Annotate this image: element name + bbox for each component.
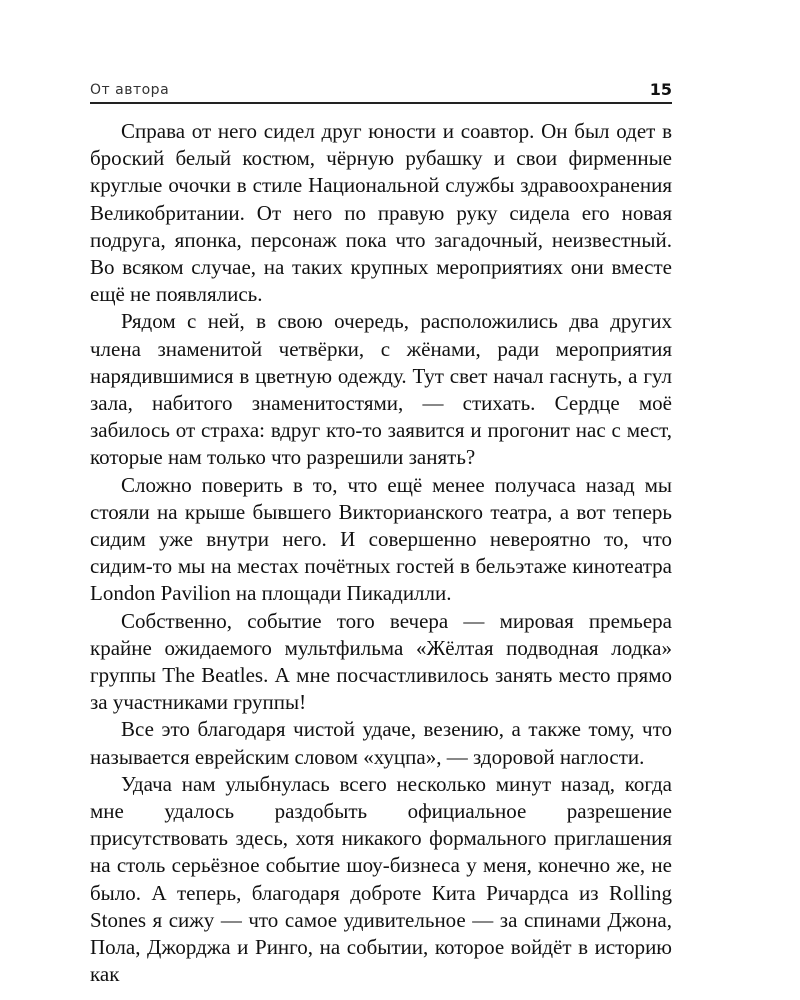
running-header — [90, 80, 672, 104]
paragraph: Собственно, событие того вечера — мировая премьера крайне ожидаемого мультфильма «Жёлтая подводная лодка» группы The Beatles. А мне посчастливилось занять место прямо за участниками группы! — [90, 608, 672, 715]
body-text — [90, 118, 672, 989]
page-number: 15 — [649, 80, 672, 99]
section-title: От автора — [90, 82, 170, 98]
paragraph: Рядом с ней, в свою очередь, расположились два других члена знаменитой четвёрки, с жёнами, ради мероприятия нарядившимися в цветную одежду. Тут свет начал гаснуть, а гул зала, набитого знаменитостями, — стихать. Сердце моё забилось от страха: вдруг кто-то заявится и прогонит нас с мест, которые нам только что разрешили занять? — [90, 309, 672, 470]
paragraph: Сложно поверить в то, что ещё менее получаса назад мы стояли на крыше бывшего Викторианского театра, а вот теперь сидим уже внутри него. И совершенно невероятно то, что сидим-то мы на местах почётных гостей в бельэтаже кинотеатра London Pavilion на площади Пикадилли. — [90, 472, 672, 606]
paragraph: Все это благодаря чистой удаче, везению, а также тому, что называется еврейским словом «хуцпа», — здоровой наглости. — [90, 717, 672, 769]
paragraph: Удача нам улыбнулась всего несколько минут назад, когда мне удалось раздобыть официальное разрешение присутствовать здесь, хотя никакого формального приглашения на столь серьёзное событие шоу-бизнеса у меня, конечно же, не было. А теперь, благодаря доброте Кита Ричардса из Rolling Stones я сижу — что самое удивительное — за спинами Джона, Пола, Джорджа и Ринго, на событии, которое войдёт в историю как — [90, 771, 672, 987]
paragraph: Справа от него сидел друг юности и соавтор. Он был одет в броский белый костюм, чёрную рубашку и свои фирменные круглые очочки в стиле Национальной службы здравоохранения Великобритании. От него по правую руку сидела его новая подруга, японка, персонаж пока что загадочный, неизвестный. Во всяком случае, на таких крупных мероприятиях они вместе ещё не появлялись. — [90, 119, 672, 307]
